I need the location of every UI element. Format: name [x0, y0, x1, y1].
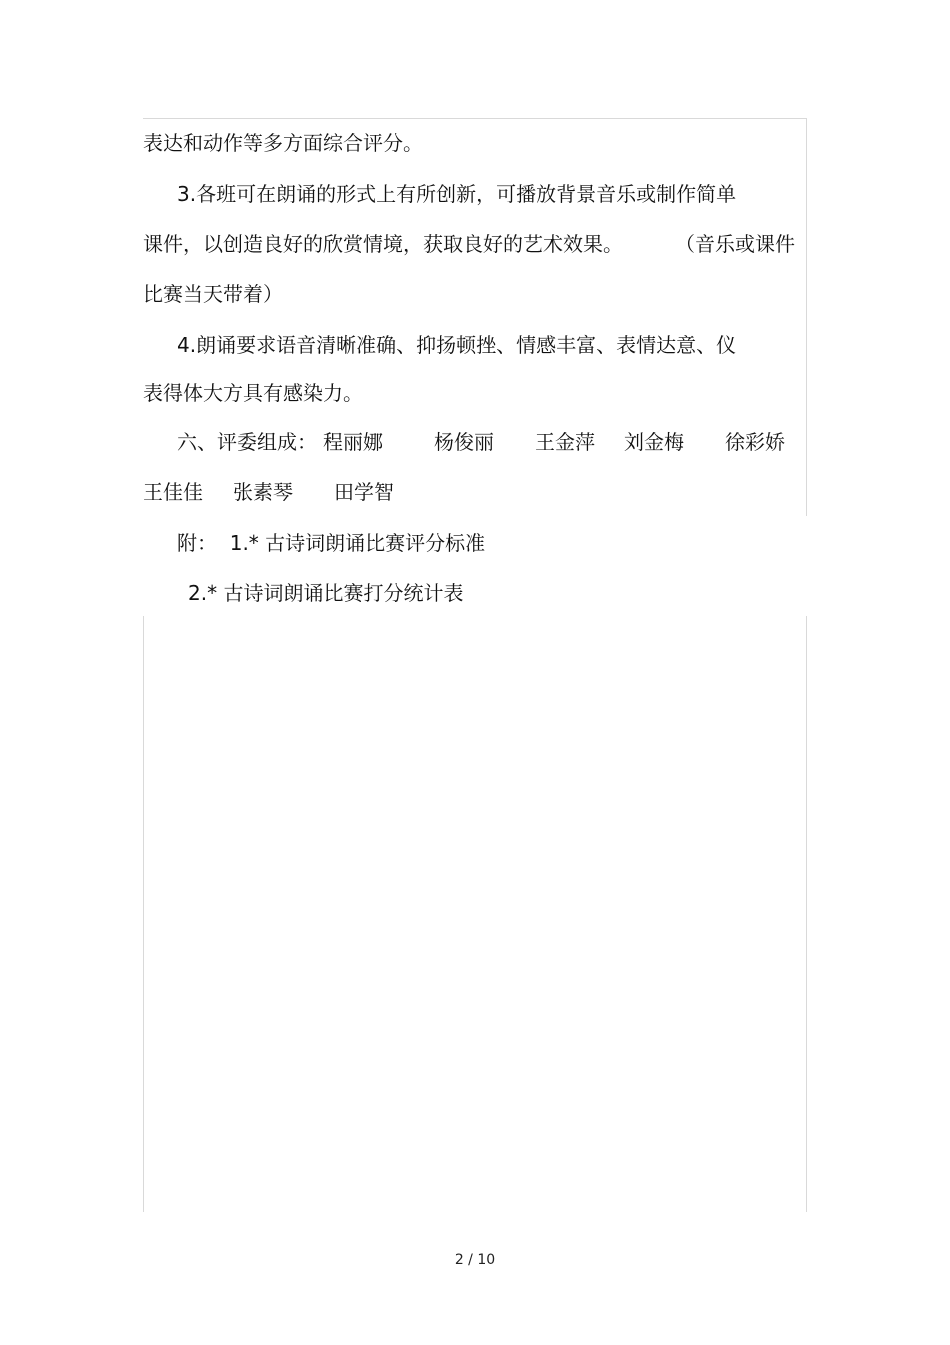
- item4-line1: 4.朗诵要求语音清晰准确、抑扬顿挫、情感丰富、表情达意、仪: [177, 333, 737, 357]
- frame-right-line-lower: [806, 616, 807, 1212]
- attachment-2: 2.* 古诗词朗诵比赛打分统计表: [188, 581, 464, 605]
- judge-name: 王佳佳: [143, 480, 203, 504]
- frame-top-line: [143, 118, 807, 119]
- item3-note: （音乐或课件: [675, 232, 795, 256]
- judge-name: 王金萍: [535, 430, 595, 454]
- paragraph-end-line: 表达和动作等多方面综合评分。: [143, 131, 423, 155]
- item3-line2: 课件，以创造良好的欣赏情境，获取良好的艺术效果。: [143, 232, 623, 256]
- frame-right-line-upper: [806, 118, 807, 516]
- judge-name: 杨俊丽: [434, 430, 494, 454]
- judge-name: 程丽娜: [323, 430, 383, 454]
- judges-row-2: [143, 479, 543, 505]
- item3-line1: 3.各班可在朗诵的形式上有所创新，可播放背景音乐或制作简单: [177, 182, 737, 206]
- judge-name: 张素琴: [233, 480, 293, 504]
- judge-name: 刘金梅: [624, 430, 684, 454]
- attachment-1: 附： 1.* 古诗词朗诵比赛评分标准: [177, 531, 486, 555]
- item3-line3: 比赛当天带着）: [143, 282, 283, 306]
- judges-row-1: [177, 429, 797, 455]
- judges-label: 六、评委组成：: [177, 430, 317, 454]
- page-number: 2 / 10: [454, 1252, 496, 1268]
- judge-name: 田学智: [334, 480, 394, 504]
- item4-line2: 表得体大方具有感染力。: [143, 381, 363, 405]
- frame-left-line-lower: [143, 616, 144, 1212]
- judge-name: 徐彩娇: [725, 430, 785, 454]
